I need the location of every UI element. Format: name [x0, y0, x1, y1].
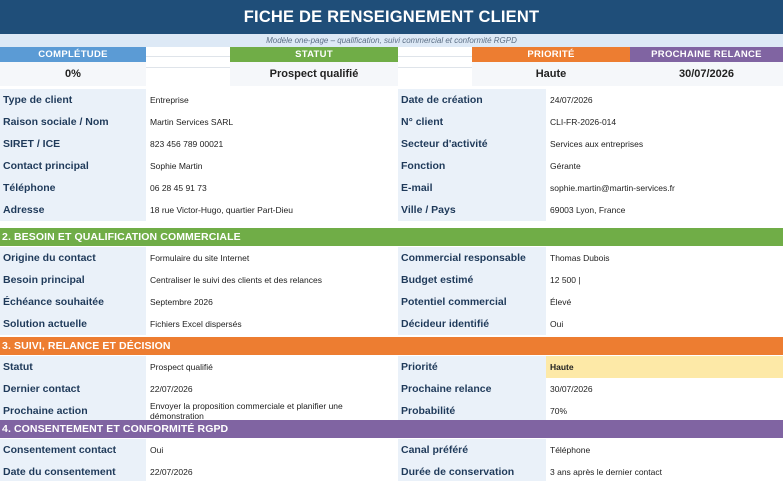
field-label: Besoin principal — [0, 269, 146, 291]
field-label: Fonction — [398, 155, 546, 177]
kpi-statut-value[interactable]: Prospect qualifié — [230, 62, 398, 86]
form-row — [0, 378, 783, 400]
form-row — [0, 461, 783, 481]
form-row — [0, 199, 783, 221]
kpi-completude-value[interactable]: 0% — [0, 62, 146, 86]
field-value[interactable]: Téléphone — [546, 439, 783, 461]
kpi-statut-label: STATUT — [230, 47, 398, 62]
field-label: Priorité — [398, 356, 546, 378]
kpi-spacer — [146, 56, 230, 68]
form-row — [0, 133, 783, 155]
form-row — [0, 89, 783, 111]
form-row — [0, 439, 783, 461]
field-value[interactable]: Fichiers Excel dispersés — [146, 313, 398, 335]
field-label: Échéance souhaitée — [0, 291, 146, 313]
field-value[interactable]: sophie.martin@martin-services.fr — [546, 177, 783, 199]
form-row — [0, 269, 783, 291]
kpi-relance-value[interactable]: 30/07/2026 — [630, 62, 783, 86]
field-value[interactable]: Thomas Dubois — [546, 247, 783, 269]
field-label: Prochaine relance — [398, 378, 546, 400]
form-row — [0, 177, 783, 199]
field-value[interactable]: 30/07/2026 — [546, 378, 783, 400]
field-label: Statut — [0, 356, 146, 378]
form-title: FICHE DE RENSEIGNEMENT CLIENT — [0, 0, 783, 34]
field-value[interactable]: CLI-FR-2026-014 — [546, 111, 783, 133]
section-header-besoin: 2. BESOIN ET QUALIFICATION COMMERCIALE — [0, 228, 783, 246]
field-label: E-mail — [398, 177, 546, 199]
field-label: Prochaine action — [0, 400, 146, 422]
field-value[interactable]: 823 456 789 00021 — [146, 133, 398, 155]
field-label: Type de client — [0, 89, 146, 111]
field-value[interactable]: 70% — [546, 400, 783, 422]
kpi-priorite-value[interactable]: Haute — [472, 62, 630, 86]
field-label: Téléphone — [0, 177, 146, 199]
form-row — [0, 291, 783, 313]
field-value[interactable]: 24/07/2026 — [546, 89, 783, 111]
field-label: Décideur identifié — [398, 313, 546, 335]
field-value[interactable]: Sophie Martin — [146, 155, 398, 177]
field-value[interactable]: Martin Services SARL — [146, 111, 398, 133]
field-value[interactable]: 06 28 45 91 73 — [146, 177, 398, 199]
field-value[interactable]: Gérante — [546, 155, 783, 177]
field-value[interactable]: 22/07/2026 — [146, 461, 398, 481]
field-label: Commercial responsable — [398, 247, 546, 269]
field-value[interactable]: 69003 Lyon, France — [546, 199, 783, 221]
form-row — [0, 400, 783, 422]
field-value[interactable]: Centraliser le suivi des clients et des relances — [146, 269, 398, 291]
field-value[interactable]: 12 500 | — [546, 269, 783, 291]
field-value[interactable]: Élevé — [546, 291, 783, 313]
field-label: SIRET / ICE — [0, 133, 146, 155]
field-value[interactable]: Entreprise — [146, 89, 398, 111]
field-label: Ville / Pays — [398, 199, 546, 221]
field-label: Adresse — [0, 199, 146, 221]
field-value[interactable]: Septembre 2026 — [146, 291, 398, 313]
kpi-completude-label: COMPLÉTUDE — [0, 47, 146, 62]
field-label: Durée de conservation — [398, 461, 546, 481]
kpi-spacer — [398, 56, 472, 68]
field-value[interactable]: Prospect qualifié — [146, 356, 398, 378]
field-label: Origine du contact — [0, 247, 146, 269]
section-header-rgpd: 4. CONSENTEMENT ET CONFORMITÉ RGPD — [0, 420, 783, 438]
form-subtitle: Modèle one-page – qualification, suivi commercial et conformité RGPD — [0, 34, 783, 47]
form-row — [0, 247, 783, 269]
field-value[interactable]: 22/07/2026 — [146, 378, 398, 400]
field-label: Date du consentement — [0, 461, 146, 481]
field-label: Canal préféré — [398, 439, 546, 461]
field-value[interactable]: 3 ans après le dernier contact — [546, 461, 783, 481]
form-row — [0, 155, 783, 177]
section-header-suivi: 3. SUIVI, RELANCE ET DÉCISION — [0, 337, 783, 355]
field-label: Budget estimé — [398, 269, 546, 291]
field-value[interactable]: 18 rue Victor-Hugo, quartier Part-Dieu — [146, 199, 398, 221]
form-row — [0, 111, 783, 133]
field-value[interactable]: Oui — [546, 313, 783, 335]
field-value[interactable]: Formulaire du site Internet — [146, 247, 398, 269]
priority-highlight-value[interactable]: Haute — [546, 356, 783, 378]
field-label: Solution actuelle — [0, 313, 146, 335]
field-value[interactable]: Services aux entreprises — [546, 133, 783, 155]
field-label: Consentement contact — [0, 439, 146, 461]
kpi-relance-label: PROCHAINE RELANCE — [630, 47, 783, 62]
field-label: N° client — [398, 111, 546, 133]
form-row — [0, 356, 783, 378]
field-label: Secteur d'activité — [398, 133, 546, 155]
field-label: Raison sociale / Nom — [0, 111, 146, 133]
form-row — [0, 313, 783, 335]
field-value[interactable]: Oui — [146, 439, 398, 461]
field-label: Date de création — [398, 89, 546, 111]
field-label: Contact principal — [0, 155, 146, 177]
field-label: Dernier contact — [0, 378, 146, 400]
field-label: Potentiel commercial — [398, 291, 546, 313]
field-value[interactable]: Envoyer la proposition commerciale et planifier une démonstration — [146, 400, 398, 422]
kpi-priorite-label: PRIORITÉ — [472, 47, 630, 62]
field-label: Probabilité — [398, 400, 546, 422]
